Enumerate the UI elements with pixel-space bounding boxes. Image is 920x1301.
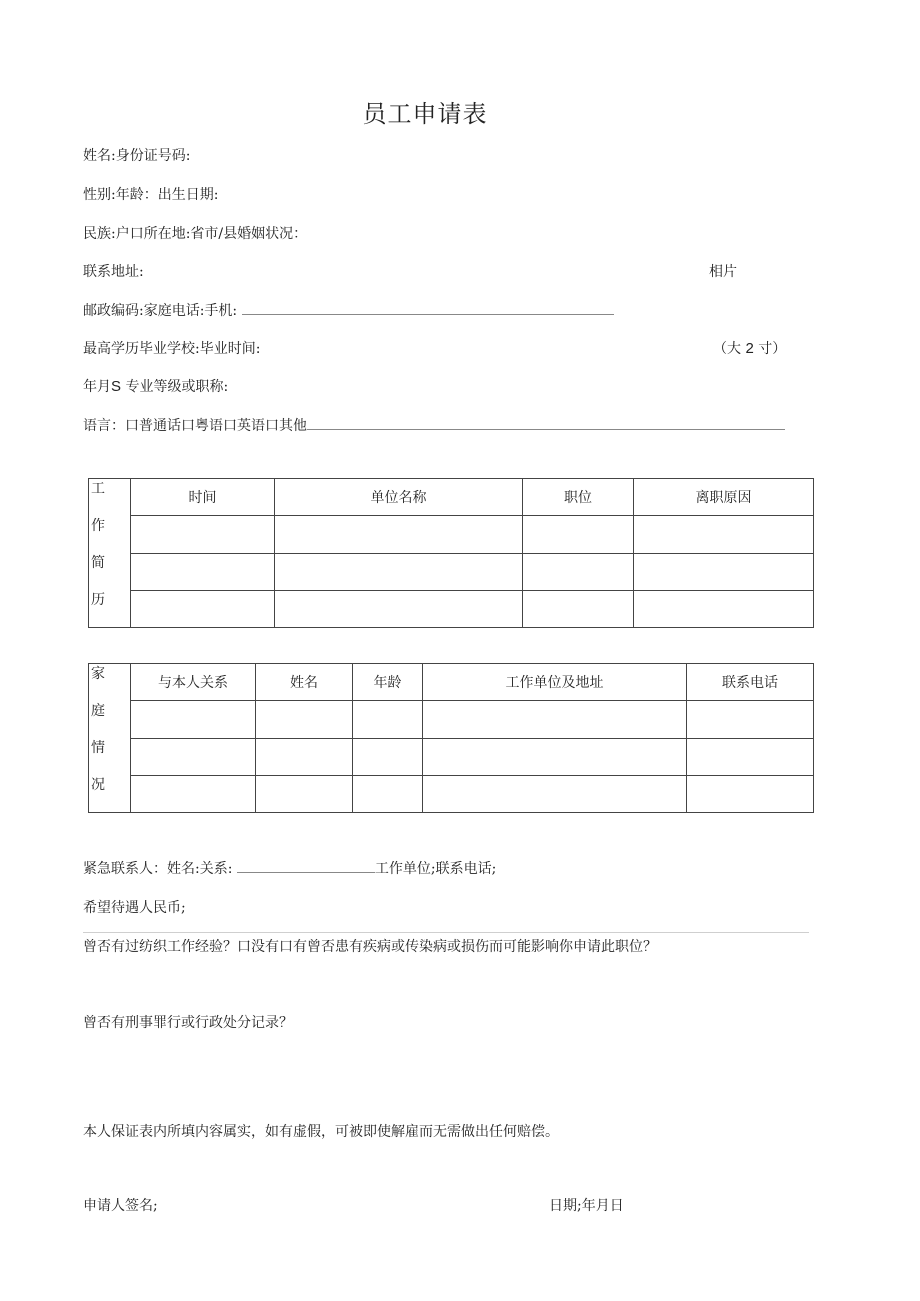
education-school-field[interactable]: 最高学历毕业学校:毕业时间:: [83, 341, 261, 357]
signature-field[interactable]: 申请人签名;: [83, 1198, 158, 1214]
ethnicity-hukou-marital-field[interactable]: 民族:户口所在地:省市/县婚姻状况：: [83, 226, 308, 242]
table-cell[interactable]: [131, 775, 256, 812]
table-cell[interactable]: [523, 516, 634, 553]
emergency-contact-field[interactable]: [83, 858, 496, 878]
language-other-fill-line: [307, 419, 785, 430]
table-row: [89, 590, 814, 627]
table-cell[interactable]: [523, 553, 634, 590]
language-field[interactable]: [83, 415, 785, 435]
table-row: [89, 553, 814, 590]
photo-label: 相片: [709, 264, 737, 280]
date-field[interactable]: 日期;年月日: [549, 1198, 624, 1214]
language-label: 语言：口普通话口粤语口英语口其他: [83, 418, 307, 434]
table-cell[interactable]: [353, 775, 423, 812]
emergency-contact-label: 紧急联系人：姓名:关系:: [83, 861, 233, 877]
name-id-field[interactable]: 姓名:身份证号码:: [83, 148, 191, 164]
declaration-text: 本人保证表内所填内容属实，如有虚假，可被即使解雇而无需做出任何赔偿。: [83, 1124, 559, 1140]
table-cell[interactable]: [131, 590, 275, 627]
emergency-contact-suffix: 工作单位;联系电话;: [374, 861, 497, 877]
major-title-field[interactable]: [83, 376, 228, 396]
table-cell[interactable]: [131, 553, 275, 590]
table-cell[interactable]: [634, 553, 814, 590]
header-relationship: 与本人关系: [131, 664, 256, 701]
divider: [83, 932, 809, 933]
table-cell[interactable]: [423, 775, 687, 812]
address-field[interactable]: 联系地址:: [83, 264, 144, 280]
work-history-table: [88, 478, 814, 628]
table-row: [89, 738, 814, 775]
table-cell[interactable]: [256, 738, 353, 775]
table-row: [89, 479, 814, 516]
salary-field[interactable]: 希望待遇人民币;: [83, 900, 186, 916]
table-cell[interactable]: [634, 590, 814, 627]
table-cell[interactable]: [687, 775, 814, 812]
table-cell[interactable]: [275, 516, 523, 553]
table-cell[interactable]: [687, 738, 814, 775]
family-table: [88, 663, 814, 813]
table-row: [89, 701, 814, 738]
mobile-fill-line: [242, 304, 614, 315]
table-cell[interactable]: [131, 516, 275, 553]
table-cell[interactable]: [256, 775, 353, 812]
page-title: 员工申请表: [362, 100, 488, 128]
table-cell[interactable]: [687, 701, 814, 738]
question-experience-health: 曾否有过纺织工作经验？口没有口有曾否患有疾病或传染病或损伤而可能影响你申请此职位？: [83, 939, 657, 955]
question-criminal-record: 曾否有刑事罪行或行政处分记录？: [83, 1015, 293, 1031]
table-cell[interactable]: [423, 738, 687, 775]
table-cell[interactable]: [634, 516, 814, 553]
table-cell[interactable]: [423, 701, 687, 738]
table-cell[interactable]: [275, 553, 523, 590]
table-cell[interactable]: [275, 590, 523, 627]
work-history-side-label: 工 作 简 历: [89, 479, 131, 628]
header-name: 姓名: [256, 664, 353, 701]
family-side-label: 家 庭 情 况: [89, 664, 131, 813]
table-cell[interactable]: [256, 701, 353, 738]
s-mark: S: [111, 378, 122, 395]
header-time: 时间: [131, 479, 275, 516]
table-row: [89, 775, 814, 812]
relationship-fill-line: [237, 862, 375, 873]
table-cell[interactable]: [523, 590, 634, 627]
gender-age-birthdate-field[interactable]: 性别:年龄：出生日期:: [83, 187, 219, 203]
year-month-label: 年月: [83, 379, 111, 395]
table-cell[interactable]: [353, 701, 423, 738]
header-phone: 联系电话: [687, 664, 814, 701]
photo-size-label: （大 2 寸）: [713, 340, 787, 357]
header-leave-reason: 离职原因: [634, 479, 814, 516]
header-employer-address: 工作单位及地址: [423, 664, 687, 701]
table-cell[interactable]: [131, 738, 256, 775]
table-row: [89, 664, 814, 701]
table-cell[interactable]: [353, 738, 423, 775]
header-age: 年龄: [353, 664, 423, 701]
table-cell[interactable]: [131, 701, 256, 738]
postcode-phone-mobile-label: 邮政编码:家庭电话:手机:: [83, 303, 238, 319]
major-title-label: 专业等级或职称:: [125, 379, 229, 395]
postcode-phone-mobile-field[interactable]: [83, 300, 614, 320]
header-company: 单位名称: [275, 479, 523, 516]
table-row: [89, 516, 814, 553]
header-position: 职位: [523, 479, 634, 516]
